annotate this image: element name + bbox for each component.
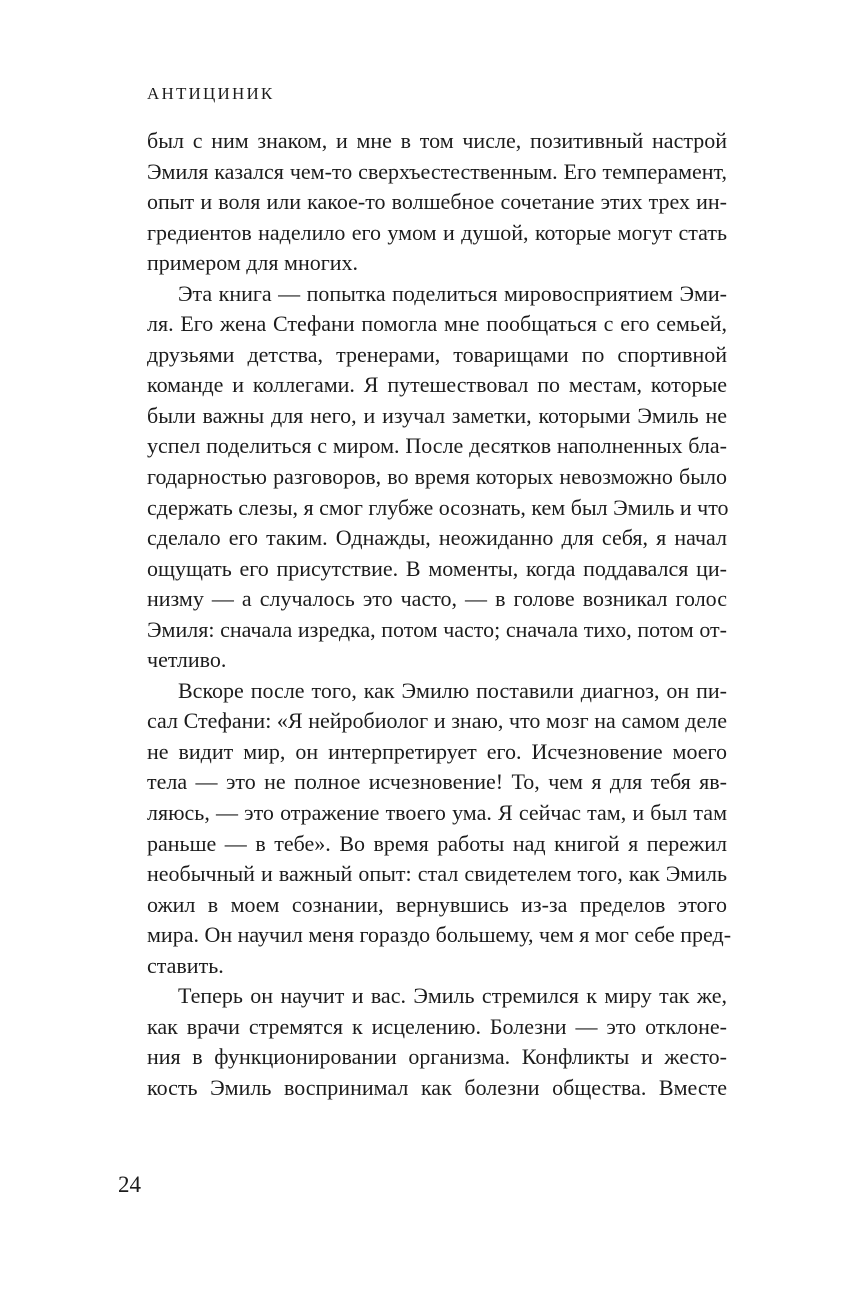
text-line: сделало его таким. Однажды, неожиданно для себя, я начал — [147, 525, 727, 551]
text-line: необычный и важный опыт: стал свидетелем того, как Эмиль — [147, 861, 727, 887]
text-line: сал Стефани: «Я нейробиолог и знаю, что мозг на самом деле — [147, 708, 727, 734]
text-line: был с ним знаком, и мне в том числе, позитивный настрой — [147, 128, 727, 153]
running-title: АНТИЦИНИК — [147, 84, 275, 103]
text-line: команде и коллегами. Я путешествовал по местам, которые — [147, 372, 727, 398]
text-line: гредиентов наделило его умом и душой, которые могут стать — [147, 219, 727, 245]
text-line: четливо. — [147, 647, 227, 673]
text-line: ставить. — [147, 952, 224, 978]
text-line: кость Эмиль воспринимал как болезни общества. Вместе — [147, 1074, 727, 1100]
text-line: успел поделиться с миром. После десятков наполненных бла- — [147, 433, 727, 459]
text-line: друзьями детства, тренерами, товарищами по спортивной — [147, 341, 727, 367]
text-line: ожил в моем сознании, вернувшись из-за пределов этого — [147, 891, 727, 917]
body-text — [147, 126, 732, 1104]
text-line: опыт и воля или какое-то волшебное сочетание этих трех ин- — [147, 189, 727, 215]
text-line: не видит мир, он интерпретирует его. Исчезновение моего — [147, 738, 727, 764]
text-line: Эта книга — попытка поделиться мировосприятием Эми- — [178, 280, 727, 306]
text-line: Эмиля казался чем-то сверхъестественным. Его темперамент, — [147, 158, 727, 184]
text-line: тела — это не полное исчезновение! То, чем я для тебя яв- — [147, 769, 727, 795]
text-line: как врачи стремятся к исцелению. Болезни — это отклоне- — [147, 1013, 727, 1039]
text-line: раньше — в тебе». Во время работы над книгой я пережил — [147, 830, 727, 856]
text-line: ощущать его присутствие. В моменты, когда поддавался ци- — [147, 555, 727, 581]
text-line: сдержать слезы, я смог глубже осознать, кем был Эмиль и что — [147, 494, 729, 520]
text-line: были важны для него, и изучал заметки, которыми Эмиль не — [147, 402, 727, 428]
text-line: мира. Он научил меня гораздо большему, чем я мог себе пред- — [147, 922, 732, 948]
text-line: ния в функционировании организма. Конфликты и жесто- — [147, 1044, 727, 1070]
text-line: Эмиля: сначала изредка, потом часто; сначала тихо, потом от- — [147, 616, 727, 642]
text-line: Теперь он научит и вас. Эмиль стремился к миру так же, — [178, 983, 727, 1009]
text-line: ляюсь, — это отражение твоего ума. Я сейчас там, и был там — [147, 800, 727, 826]
text-line: примером для многих. — [147, 250, 359, 276]
text-line: Вскоре после того, как Эмилю поставили диагноз, он пи- — [178, 677, 727, 703]
text-line: ля. Его жена Стефани помогла мне пообщаться с его семьей, — [147, 311, 727, 337]
page-number: 24 — [118, 1172, 141, 1197]
text-line: низму — а случалось это часто, — в голове возникал голос — [147, 586, 727, 612]
text-line: годарностью разговоров, во время которых невозможно было — [147, 464, 727, 490]
